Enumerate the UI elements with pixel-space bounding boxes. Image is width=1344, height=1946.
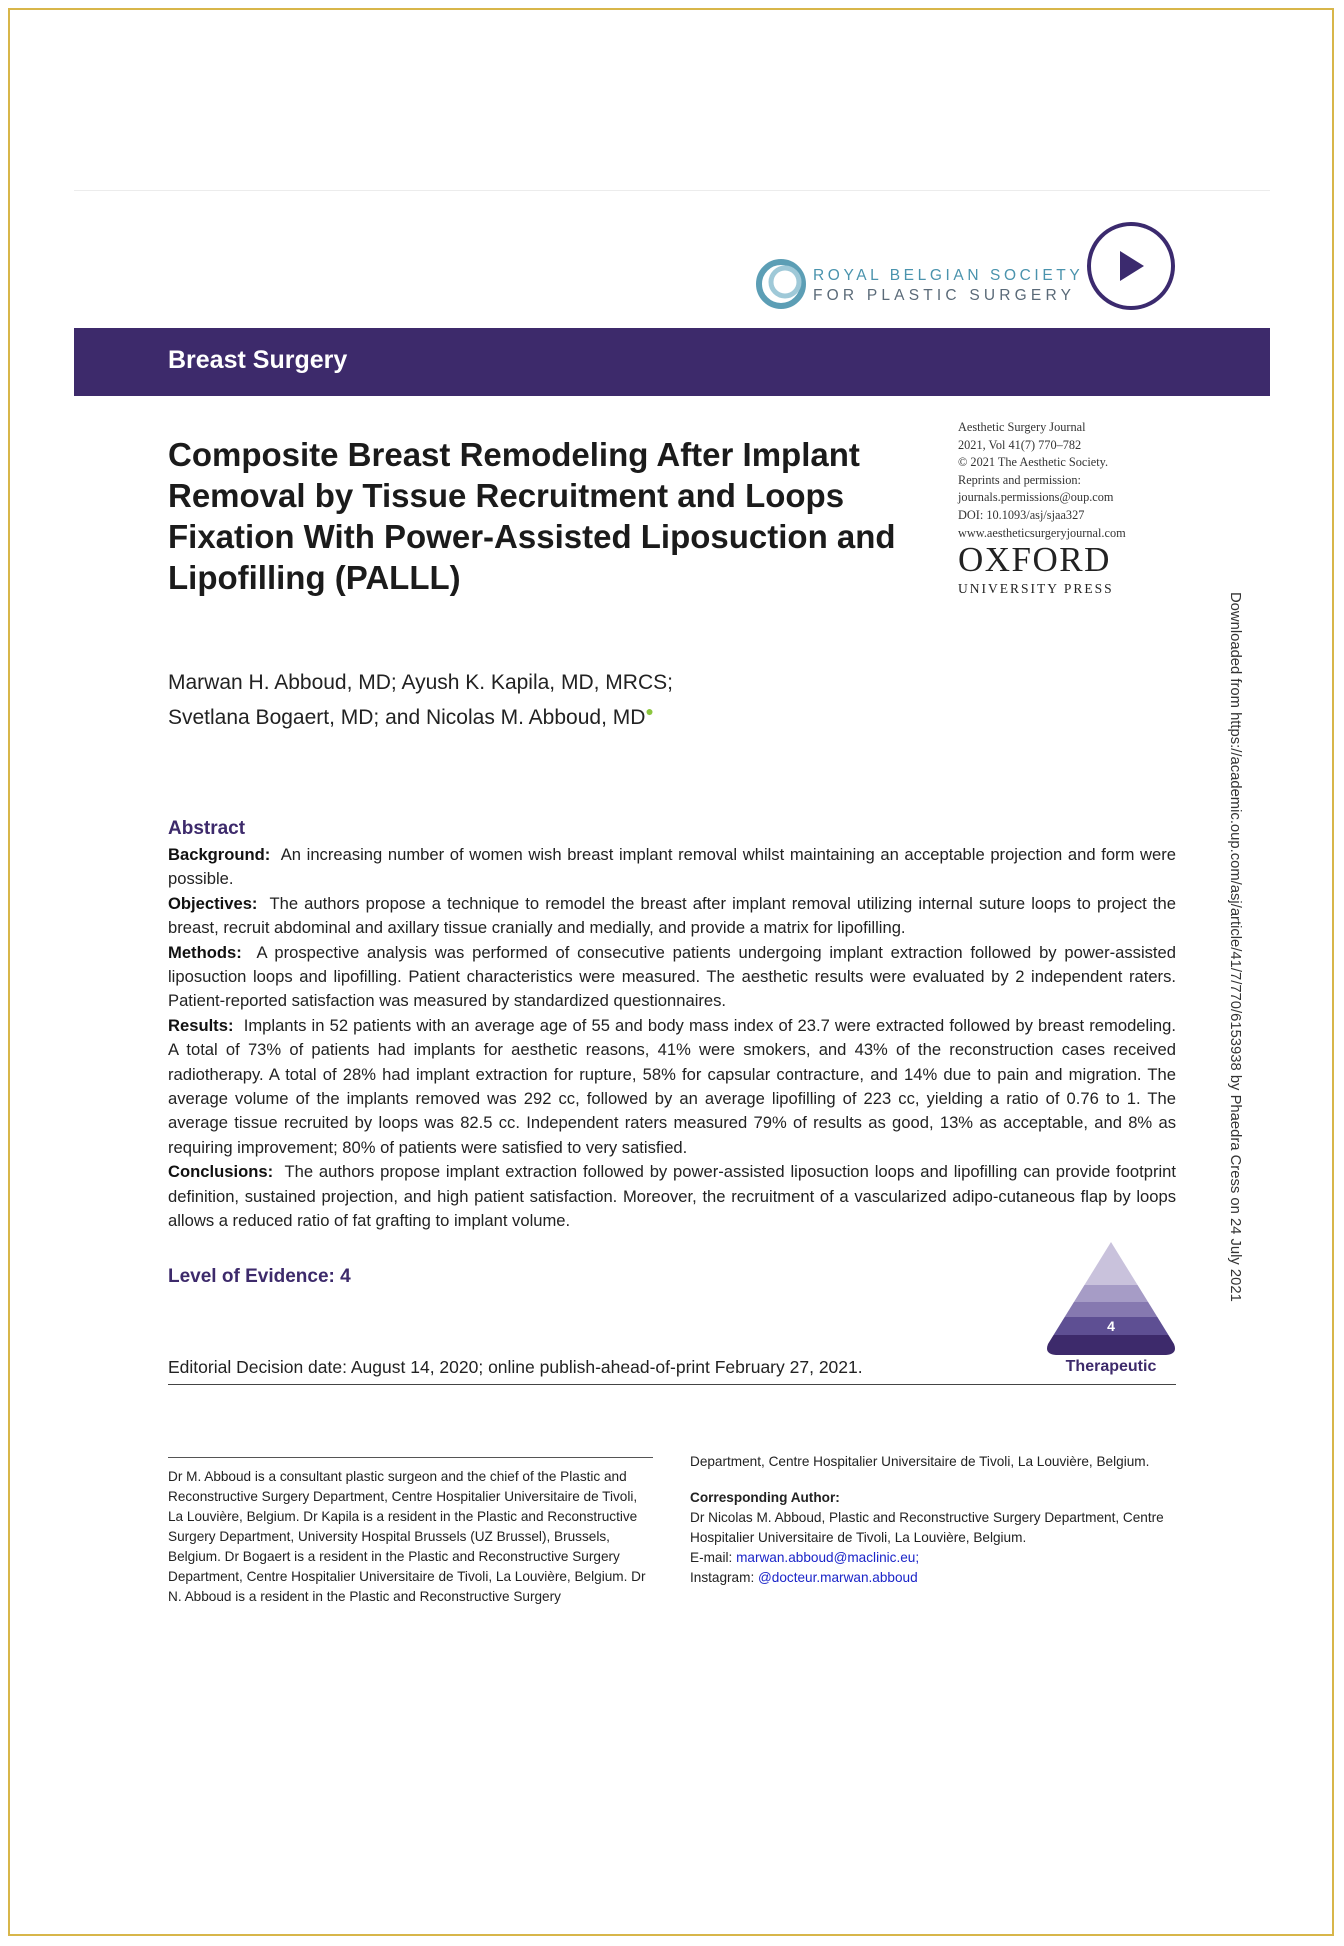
affiliation-continued: Department, Centre Hospitalier Universitaire de Tivoli, La Louvière, Belgium. <box>690 1454 1150 1469</box>
play-icon <box>1116 249 1146 283</box>
background-label: Background: <box>168 845 271 864</box>
methods-label: Methods: <box>168 942 242 962</box>
evidence-level-number: 4 <box>1107 1318 1115 1334</box>
orcid-icon[interactable]: ● <box>645 703 654 719</box>
download-watermark: Downloaded from https://academic.oup.com/asj/article/41/7/770/6153938 by Phaedra Cress on 24 July 2021 <box>1227 592 1243 1302</box>
abstract-background <box>168 843 1176 892</box>
authors-line-1: Marwan H. Abboud, MD; Ayush K. Kapila, MD, MRCS; <box>168 671 673 694</box>
email-label: E-mail: <box>690 1550 733 1565</box>
journal-volume: 2021, Vol 41(7) 770–782 <box>958 437 1082 452</box>
conclusions-label: Conclusions: <box>168 1162 274 1182</box>
author-affiliations: Dr M. Abboud is a consultant plastic surgeon and the chief of the Plastic and Reconstructive Surgery Department, Centre Hospitalier Universitaire de Tivoli, La Louvière, Belgium. Dr Kapila is a resident in the Plastic and Reconstructive Surgery Department, University Hospital Brussels (UZ Brussel), Brussels, Belgium. Dr Bogaert is a resident in the Plastic and Reconstructive Surgery Department, Centre Hospitalier Universitaire de Tivoli, La Louvière, Belgium. Dr N. Abboud is a resident in the Plastic and Reconstructive Surgery <box>168 1469 646 1604</box>
journal-website[interactable]: www.aestheticsurgeryjournal.com <box>958 525 1126 540</box>
abstract-results <box>168 1014 1176 1160</box>
article-title: Composite Breast Remodeling After Implant Removal by Tissue Recruitment and Loops Fixation With Power-Assisted Liposuction and Lipofilling (PALLL) <box>168 436 896 596</box>
abstract-heading: Abstract <box>168 818 246 839</box>
section-label: Breast Surgery <box>168 346 348 374</box>
society-logo <box>755 258 1084 310</box>
authors-line-2: Svetlana Bogaert, MD; and Nicolas M. Abboud, MD <box>168 706 646 729</box>
corresponding-author-block <box>690 1452 1176 1588</box>
society-swirl-icon <box>755 258 807 310</box>
conclusions-text: The authors propose implant extraction followed by power-assisted liposuction loops and lipofilling can provide footprint definition, sustained projection, and high patient satisfaction. Moreover, the recruitment of a vascularized adipo-cutaneous flap by loops allows a reduced ratio of fat grafting to implant volume. <box>168 1162 1177 1231</box>
corresponding-author-label: Corresponding Author: <box>690 1490 840 1505</box>
corresponding-author-text: Dr Nicolas M. Abboud, Plastic and Reconstructive Surgery Department, Centre Hospitalier Universitaire de Tivoli, La Louvière, Belgium. <box>690 1510 1164 1545</box>
section-banner <box>74 328 1270 396</box>
objectives-text: The authors propose a technique to remodel the breast after implant removal utilizing internal suture loops to project the breast, recruit abdominal and axillary tissue cranially and medially, and provide a matrix for lipofilling. <box>168 893 1176 938</box>
level-of-evidence: Level of Evidence: 4 <box>168 1266 351 1287</box>
video-play-button[interactable] <box>1087 222 1175 310</box>
abstract-methods <box>168 941 1176 1014</box>
background-text: An increasing number of women wish breast implant removal whilst maintaining an acceptable projection and form were possible. <box>168 845 1177 889</box>
journal-name: Aesthetic Surgery Journal <box>958 420 1086 434</box>
footnote-rule <box>168 1457 653 1458</box>
methods-text: A prospective analysis was performed of consecutive patients undergoing implant extraction followed by power-assisted liposuction loops and lipofilling. Patient characteristics were measured. The aesthetic results were evaluated by 2 independent raters. Patient-reported satisfaction was measured by standardized questionnaires. <box>168 942 1176 1011</box>
journal-doi[interactable]: DOI: 10.1093/asj/sjaa327 <box>958 507 1085 522</box>
journal-reprints: Reprints and permission: <box>958 472 1081 487</box>
journal-info <box>958 419 1158 542</box>
author-list <box>168 668 868 732</box>
results-text: Implants in 52 patients with an average age of 55 and body mass index of 23.7 were extracted followed by breast remodeling. A total of 73% of patients had implants for aesthetic reasons, 41% were smokers, and 43% of the reconstruction cases received radiotherapy. A total of 28% had implant extraction for rupture, 58% for capsular contracture, and 14% due to pain and migration. The average volume of the implants removed was 292 cc, followed by an average lipofilling of 223 cc, yielding a ratio of 0.76 to 1. The average tissue recruited by loops was 82.5 cc. Independent raters measured 79% of results as good, 13% as acceptable, and 8% as requiring improvement; 80% of patients were satisfied to very satisfied. <box>168 1015 1176 1157</box>
journal-permissions-email[interactable]: journals.permissions@oup.com <box>958 490 1114 505</box>
journal-copyright: © 2021 The Aesthetic Society. <box>958 455 1109 470</box>
instagram-label: Instagram: <box>690 1570 755 1585</box>
evidence-pyramid-icon <box>1044 1240 1178 1358</box>
objectives-label: Objectives: <box>168 893 258 913</box>
publisher-name: OXFORD <box>958 540 1111 579</box>
abstract-objectives <box>168 892 1176 941</box>
abstract-conclusions <box>168 1160 1176 1233</box>
publisher-logo <box>958 541 1158 597</box>
top-divider <box>74 190 1270 191</box>
society-name-line1: ROYAL BELGIAN SOCIETY <box>813 267 1084 284</box>
abstract-body <box>168 843 1176 1234</box>
publisher-subname: UNIVERSITY PRESS <box>958 581 1114 596</box>
email-link[interactable]: marwan.abboud@maclinic.eu; <box>736 1550 920 1565</box>
editorial-dates: Editorial Decision date: August 14, 2020; online publish-ahead-of-print February 27, 2021. <box>168 1357 863 1377</box>
results-label: Results: <box>168 1015 234 1035</box>
section-rule <box>168 1384 1176 1385</box>
evidence-category: Therapeutic <box>1065 1358 1157 1375</box>
instagram-link[interactable]: @docteur.marwan.abboud <box>758 1570 918 1585</box>
society-name-line2: FOR PLASTIC SURGERY <box>813 287 1076 304</box>
